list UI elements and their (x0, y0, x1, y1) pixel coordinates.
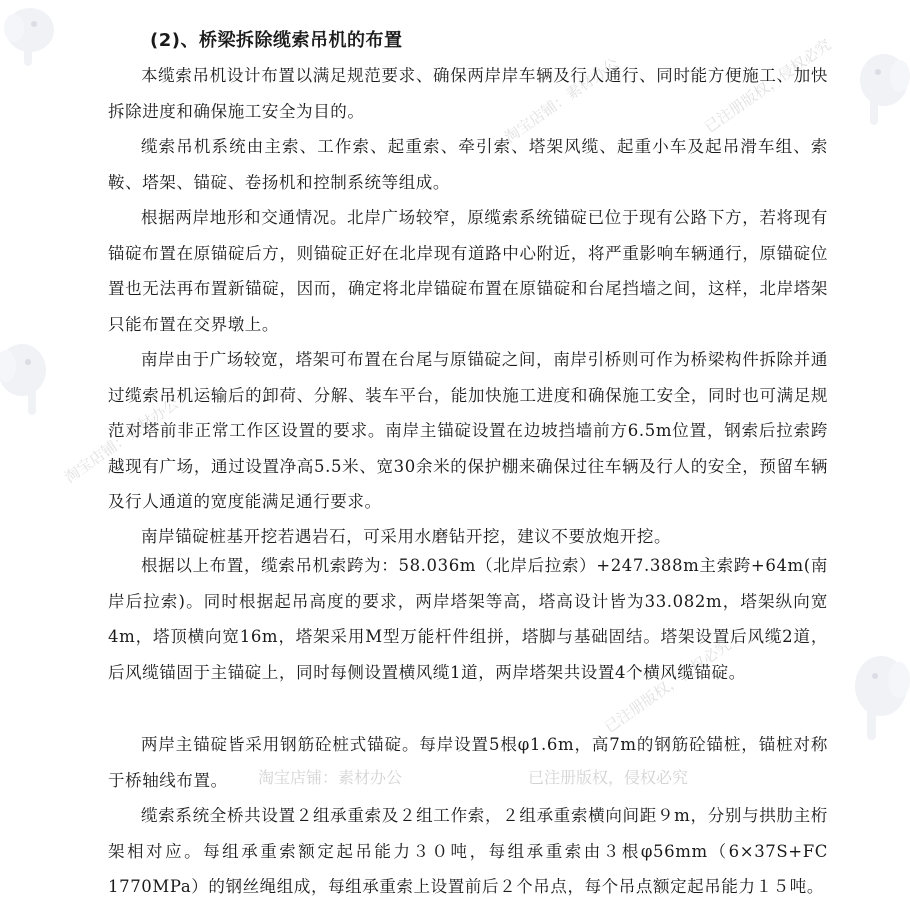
shop-watermark: 淘宝店铺：素材办公 (501, 54, 623, 147)
copyright-watermark: 已注册版权，侵权必究 (701, 35, 835, 137)
copyright-watermark: 已注册版权，侵权必究 (528, 768, 689, 787)
elephant-watermark-icon (0, 330, 55, 420)
elephant-watermark-icon (850, 40, 910, 130)
paragraph-8: 缆索系统全桥共设置２组承重索及２组工作索，２组承重索横向间距９m，分别与拱肋主桁架相对应。每组承重索额定起吊能力３０吨，每组承重索由３根φ56mm（6×37S+FC 1770MPa）的钢丝绳组成，每组承重索上设置前后２个吊点，每个吊点额定起吊能力１５吨。 (108, 806, 828, 896)
paragraph-3: 根据两岸地形和交通情况。北岸广场较窄，原缆索系统锚碇已位于现有公路下方，若将现有锚碇布置在原锚碇后方，则锚碇正好在北岸现有道路中心附近，将严重影响车辆通行，原锚碇位置也无法再布置新锚碇，因而，确定将北岸锚碇布置在原锚碇和台尾挡墙之间，这样，北岸塔架只能布置在交界墩上。 (108, 208, 828, 334)
section-heading: (2)、桥梁拆除缆索吊机的布置 (150, 30, 403, 51)
paragraph-5: 南岸锚碇桩基开挖若遇岩石，可采用水磨钻开挖，建议不要放炮开挖。 (141, 527, 672, 546)
paragraph-2: 缆索吊机系统由主索、工作索、起重索、牵引索、塔架风缆、起重小车及起吊滑车组、索鞍、塔架、锚碇、卷扬机和控制系统等组成。 (108, 137, 828, 192)
copyright-watermark: 已注册版权，侵权必究 (601, 635, 735, 737)
paragraph-6: 根据以上布置，缆索吊机索跨为：58.036m（北岸后拉索）+247.388m主索跨+64m(南岸后拉索)。同时根据起吊高度的要求，两岸塔架等高，塔高设计皆为33.082m，塔架纵向宽4m，塔顶横向宽16m，塔架采用M型万能杆件组拼，塔脚与基础固结。塔架设置后风缆2道，后风缆锚固于主锚碇上，同时每侧设置横风缆1道，两岸塔架共设置4个横风缆锚碇。 (108, 556, 828, 682)
shop-watermark: 淘宝店铺：素材办公 (61, 394, 183, 487)
elephant-watermark-icon (0, 0, 60, 70)
shop-watermark: 淘宝店铺：素材办公 (258, 768, 403, 787)
paragraph-7: 两岸主锚碇皆采用钢筋砼桩式锚碇。每岸设置5根φ1.6m，高7m的钢筋砼锚桩，锚桩对称于桥轴线布置。 (108, 735, 828, 790)
paragraph-4: 南岸由于广场较宽，塔架可布置在台尾与原锚碇之间，南岸引桥则可作为桥梁构件拆除并通过缆索吊机运输后的卸荷、分解、装车平台，能加快施工进度和确保施工安全，同时也可满足规范对塔前非正常工作区设置的要求。南岸主锚碇设置在边坡挡墙前方6.5m位置，钢索后拉索跨越现有广场，通过设置净高5.5米、宽30余米的保护棚来确保过往车辆及行人的安全，预留车辆及行人通道的宽度能满足通行要求。 (108, 350, 828, 511)
elephant-watermark-icon (845, 640, 910, 750)
paragraph-1: 本缆索吊机设计布置以满足规范要求、确保两岸岸车辆及行人通行、同时能方便施工、加快拆除进度和确保施工安全为目的。 (108, 66, 828, 121)
